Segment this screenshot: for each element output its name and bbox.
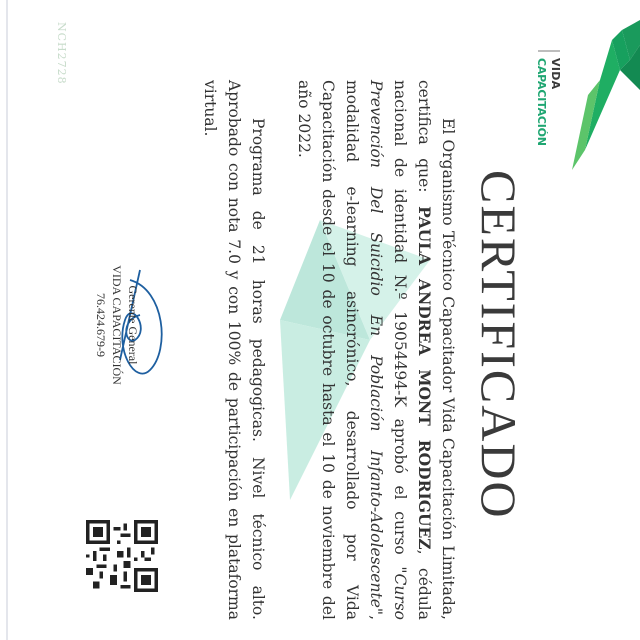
body-paragraph-2: Programa de 21 horas pedagogicas. Nivel técnico alto. Aprobado con nota 7.0 y con 100% de participación en plataforma virtual. — [201, 80, 267, 620]
course-details: , modalidad e-learning asincrónico, desarrollado por Vida Capacitación desde el 10 de octubre hasta el 10 de noviembre del año 2022. — [295, 80, 385, 620]
course-name: "Curso Prevención Del Suicidio En Población Infanto-Adolescente" — [367, 80, 409, 620]
logo-divider — [538, 50, 560, 52]
signer-rut: 76.424.679-9 — [94, 293, 108, 357]
green-bird-icon — [560, 0, 640, 180]
signer-role: Gerente General — [126, 285, 140, 365]
student-name: PAULA ANDREA MONT RODRIGUEZ — [415, 206, 434, 550]
body-paragraph-1 — [292, 80, 460, 620]
logo-text-capacitacion: CAPACITACIÓN — [535, 58, 548, 146]
signer-organization: VIDA CAPACITACIÓN — [110, 265, 124, 385]
company-logo — [520, 0, 640, 180]
certificate-title: CERTIFICADO — [471, 170, 527, 520]
qr-code-icon[interactable] — [86, 520, 158, 592]
certificate-body — [198, 80, 460, 620]
serial-number: NCH2728 — [55, 22, 68, 85]
id-text: , cédula nacional de identidad N.º 19054494-K aprobó el curso — [391, 80, 433, 620]
logo-text-vida: VIDA — [549, 58, 562, 90]
signature-block — [50, 250, 170, 400]
intro-text: El Organismo Técnico Capacitador Vida Capacitación Limitada, certifica que: — [415, 80, 457, 620]
